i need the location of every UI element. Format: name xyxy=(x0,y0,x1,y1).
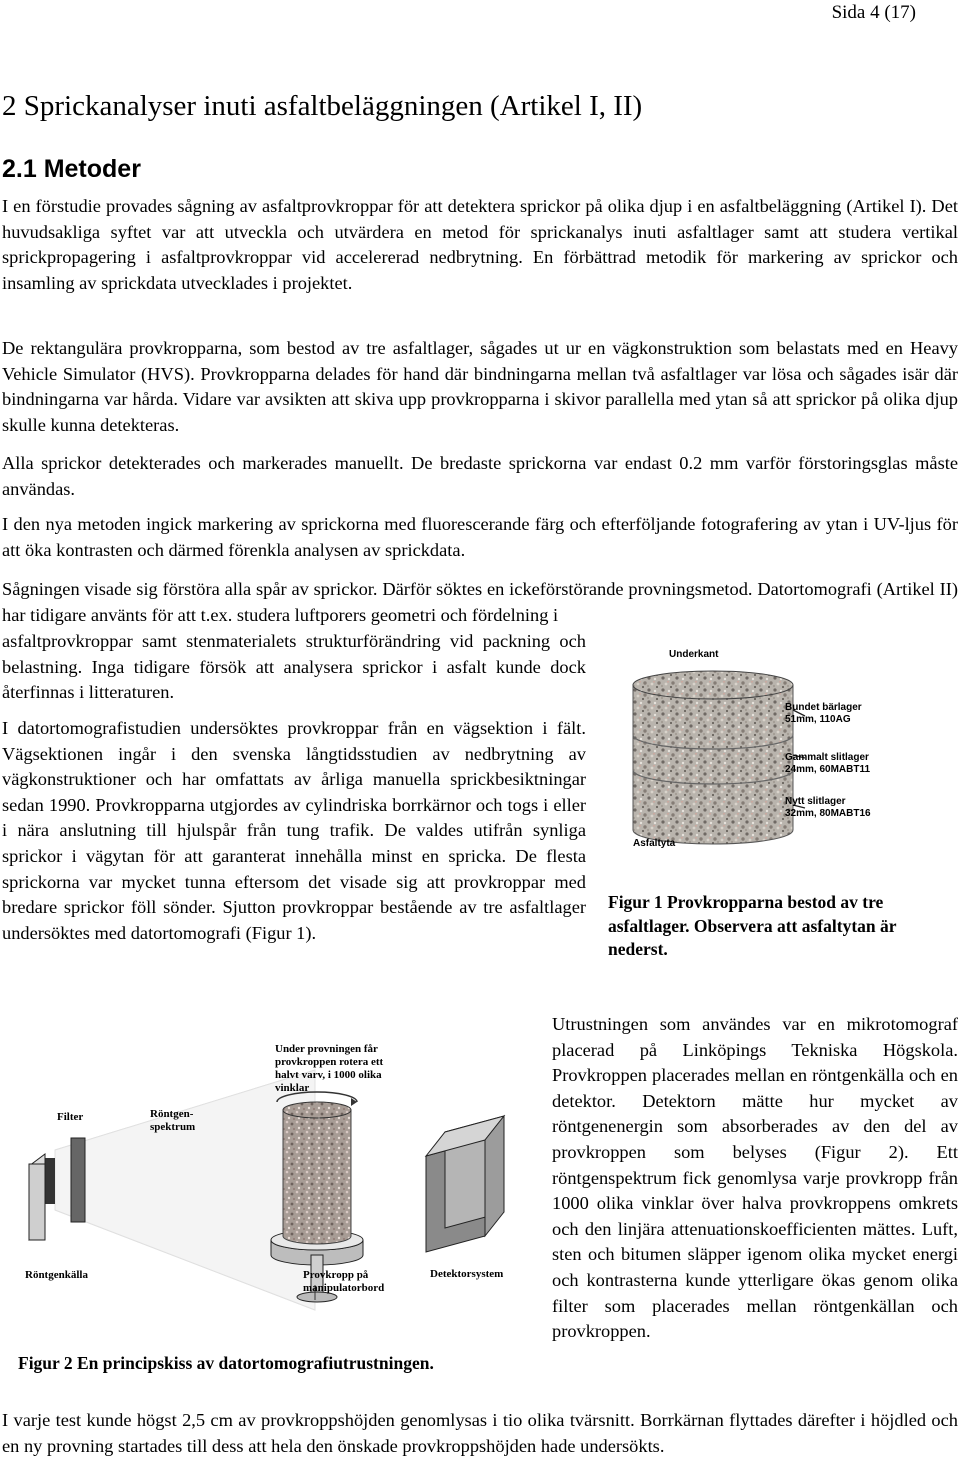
paragraph-3: Alla sprickor detekterades och markerades manuellt. De bredaste sprickorna var endast 0.2 mm varför förstoringsglas måste användas. xyxy=(2,453,958,499)
paragraph-1: I en förstudie provades sågning av asfaltprovkroppar för att detektera sprickor på olika djup i en asfaltbeläggning (Artikel I). Det huvudsakliga syftet var att utveckla och utvärdera en metod för sprickanalys inuti asfaltlager samt att studera vertikal sprickpropagering i asfaltprovkroppar vid accelererad nedbrytning. En förbättrad metodik för markering av sprickor och insamling av sprickdata utvecklades i projektet. xyxy=(2,196,958,293)
paragraph-4: I den nya metoden ingick markering av sprickorna med fluorescerande färg och efterföljande fotografering av ytan i UV-ljus för att öka kontrasten och därmed förenkla analysen av sprickdata. xyxy=(2,514,958,560)
paragraph-8: I varje test kunde högst 2,5 cm av provkroppshöjden genomlysas i tio olika tvärsnitt. Borrkärnan flyttades därefter i höjdled och en ny provning startades till dess att hela den önskade provkroppshöjden hade undersökts. xyxy=(2,1410,958,1456)
figure-1-layer-2 xyxy=(785,752,870,776)
paragraph-7: Utrustningen som användes var en mikrotomograf placerad på Linköpings Tekniska Högskola. Provkroppen placerades mellan en röntgenkälla och en detektor. Detektorn mätte hur mycket av röntgenenergin som absorberades av den del av provkroppen som belyses (Figur 2). Ett röntgenspektrum fick genomlysa varje provkropp från 1000 olika vinklar över halva provkroppens omkrets och den linjära attenuationskoefficienten mättes. Luft, sten och bitumen släpper igenom olika mycket energi och kontrasterna kunde ytterligare ökas genom olika filter som placerades mellan röntgenkällan och provkroppen. xyxy=(552,1014,958,1342)
paragraph-6: I datortomografistudien undersöktes provkroppar från en vägsektion i fält. Vägsektionen ingår i den svenska långtidsstudien av nedbrytning av vägkonstruktioner och har omfattats av årliga manuella sprickbesiktningar sedan 1990. Provkropparna utgjordes av cylindriska borrkärnor och togs i eller i nära anslutning till hjulspår från tung trafik. De valdes utifrån synliga sprickor i vägytan för att garanterat innehålla minst en spricka. De flesta sprickorna var mycket tunna eftersom det visade sig att provkroppar med bredare sprickor föll sönder. Sjutton provkroppar bestående av tre asfaltlager undersöktes med datortomografi (Figur 1). xyxy=(2,718,586,943)
chapter-title: 2 Sprickanalyser inuti asfaltbeläggningen (Artikel I, II) xyxy=(2,90,643,122)
paragraph-2: De rektangulära provkropparna, som bestod av tre asfaltlager, sågades ut ur en vägkonstruktion som belastats med en Heavy Vehicle Simulator (HVS). Provkropparna delades för hand där bindningarna mellan två asfaltlager var lösa och sågades isär där bindningarna var hårda. Vidare var avsikten att skiva upp provkropparna i skivor parallella med ytan så att sprickor på olika djup skulle kunna detekteras. xyxy=(2,338,958,435)
figure-2-label-filter: Filter xyxy=(57,1111,84,1123)
figure-1-cylinder-drawing xyxy=(605,640,960,870)
layer-1-name: Bundet bärlager xyxy=(785,702,862,713)
figure-2-label-sample: Provkropp på manipulatorbord xyxy=(303,1269,385,1294)
figure-2-label-source: Röntgenkälla xyxy=(25,1269,88,1281)
figure-1-layer-1 xyxy=(785,702,862,726)
layer-2-name: Gammalt slitlager xyxy=(785,752,869,763)
figure-2-caption: Figur 2 En principskiss av datortomografiutrustningen. xyxy=(18,1353,434,1373)
layer-2-spec: 24mm, 60MABT11 xyxy=(785,764,871,775)
figure-1-layer-3 xyxy=(785,796,871,820)
page-number: Sida 4 (17) xyxy=(831,2,916,23)
figure-2-label-rotation: Under provningen får provkroppen rotera ett halvt varv, i 1000 olika vinklar xyxy=(275,1043,384,1094)
paragraph-5-full: Sågningen visade sig förstöra alla spår av sprickor. Därför söktes en ickeförstörande provningsmetod. Datortomografi (Artikel II) har tidigare använts för att t.ex. studera luftporers geometri och fördelning i xyxy=(2,579,958,625)
figure-1-label-top: Underkant xyxy=(669,649,719,660)
layer-3-name: Nytt slitlager xyxy=(785,796,846,807)
layer-1-spec: 51mm, 110AG xyxy=(785,714,851,725)
paragraph-5-narrow: asfaltprovkroppar samt stenmaterialets strukturförändring vid packning och belastning. Inga tidigare försök att analysera sprickor i asfalt kunde dock återfinnas i litteraturen. xyxy=(2,631,586,703)
figure-1-label-bottom: Asfaltyta xyxy=(633,838,676,849)
figure-2 xyxy=(15,1040,535,1340)
figure-2-label-spectrum: Röntgen-spektrum xyxy=(150,1108,196,1133)
figure-1-caption: Figur 1 Provkropparna bestod av tre asfaltlager. Observera att asfaltytan är nederst. xyxy=(608,892,897,959)
figure-2-label-detector: Detektorsystem xyxy=(430,1268,504,1280)
figure-1 xyxy=(605,640,960,890)
section-title: 2.1 Metoder xyxy=(2,155,141,183)
layer-3-spec: 32mm, 80MABT16 xyxy=(785,808,871,819)
